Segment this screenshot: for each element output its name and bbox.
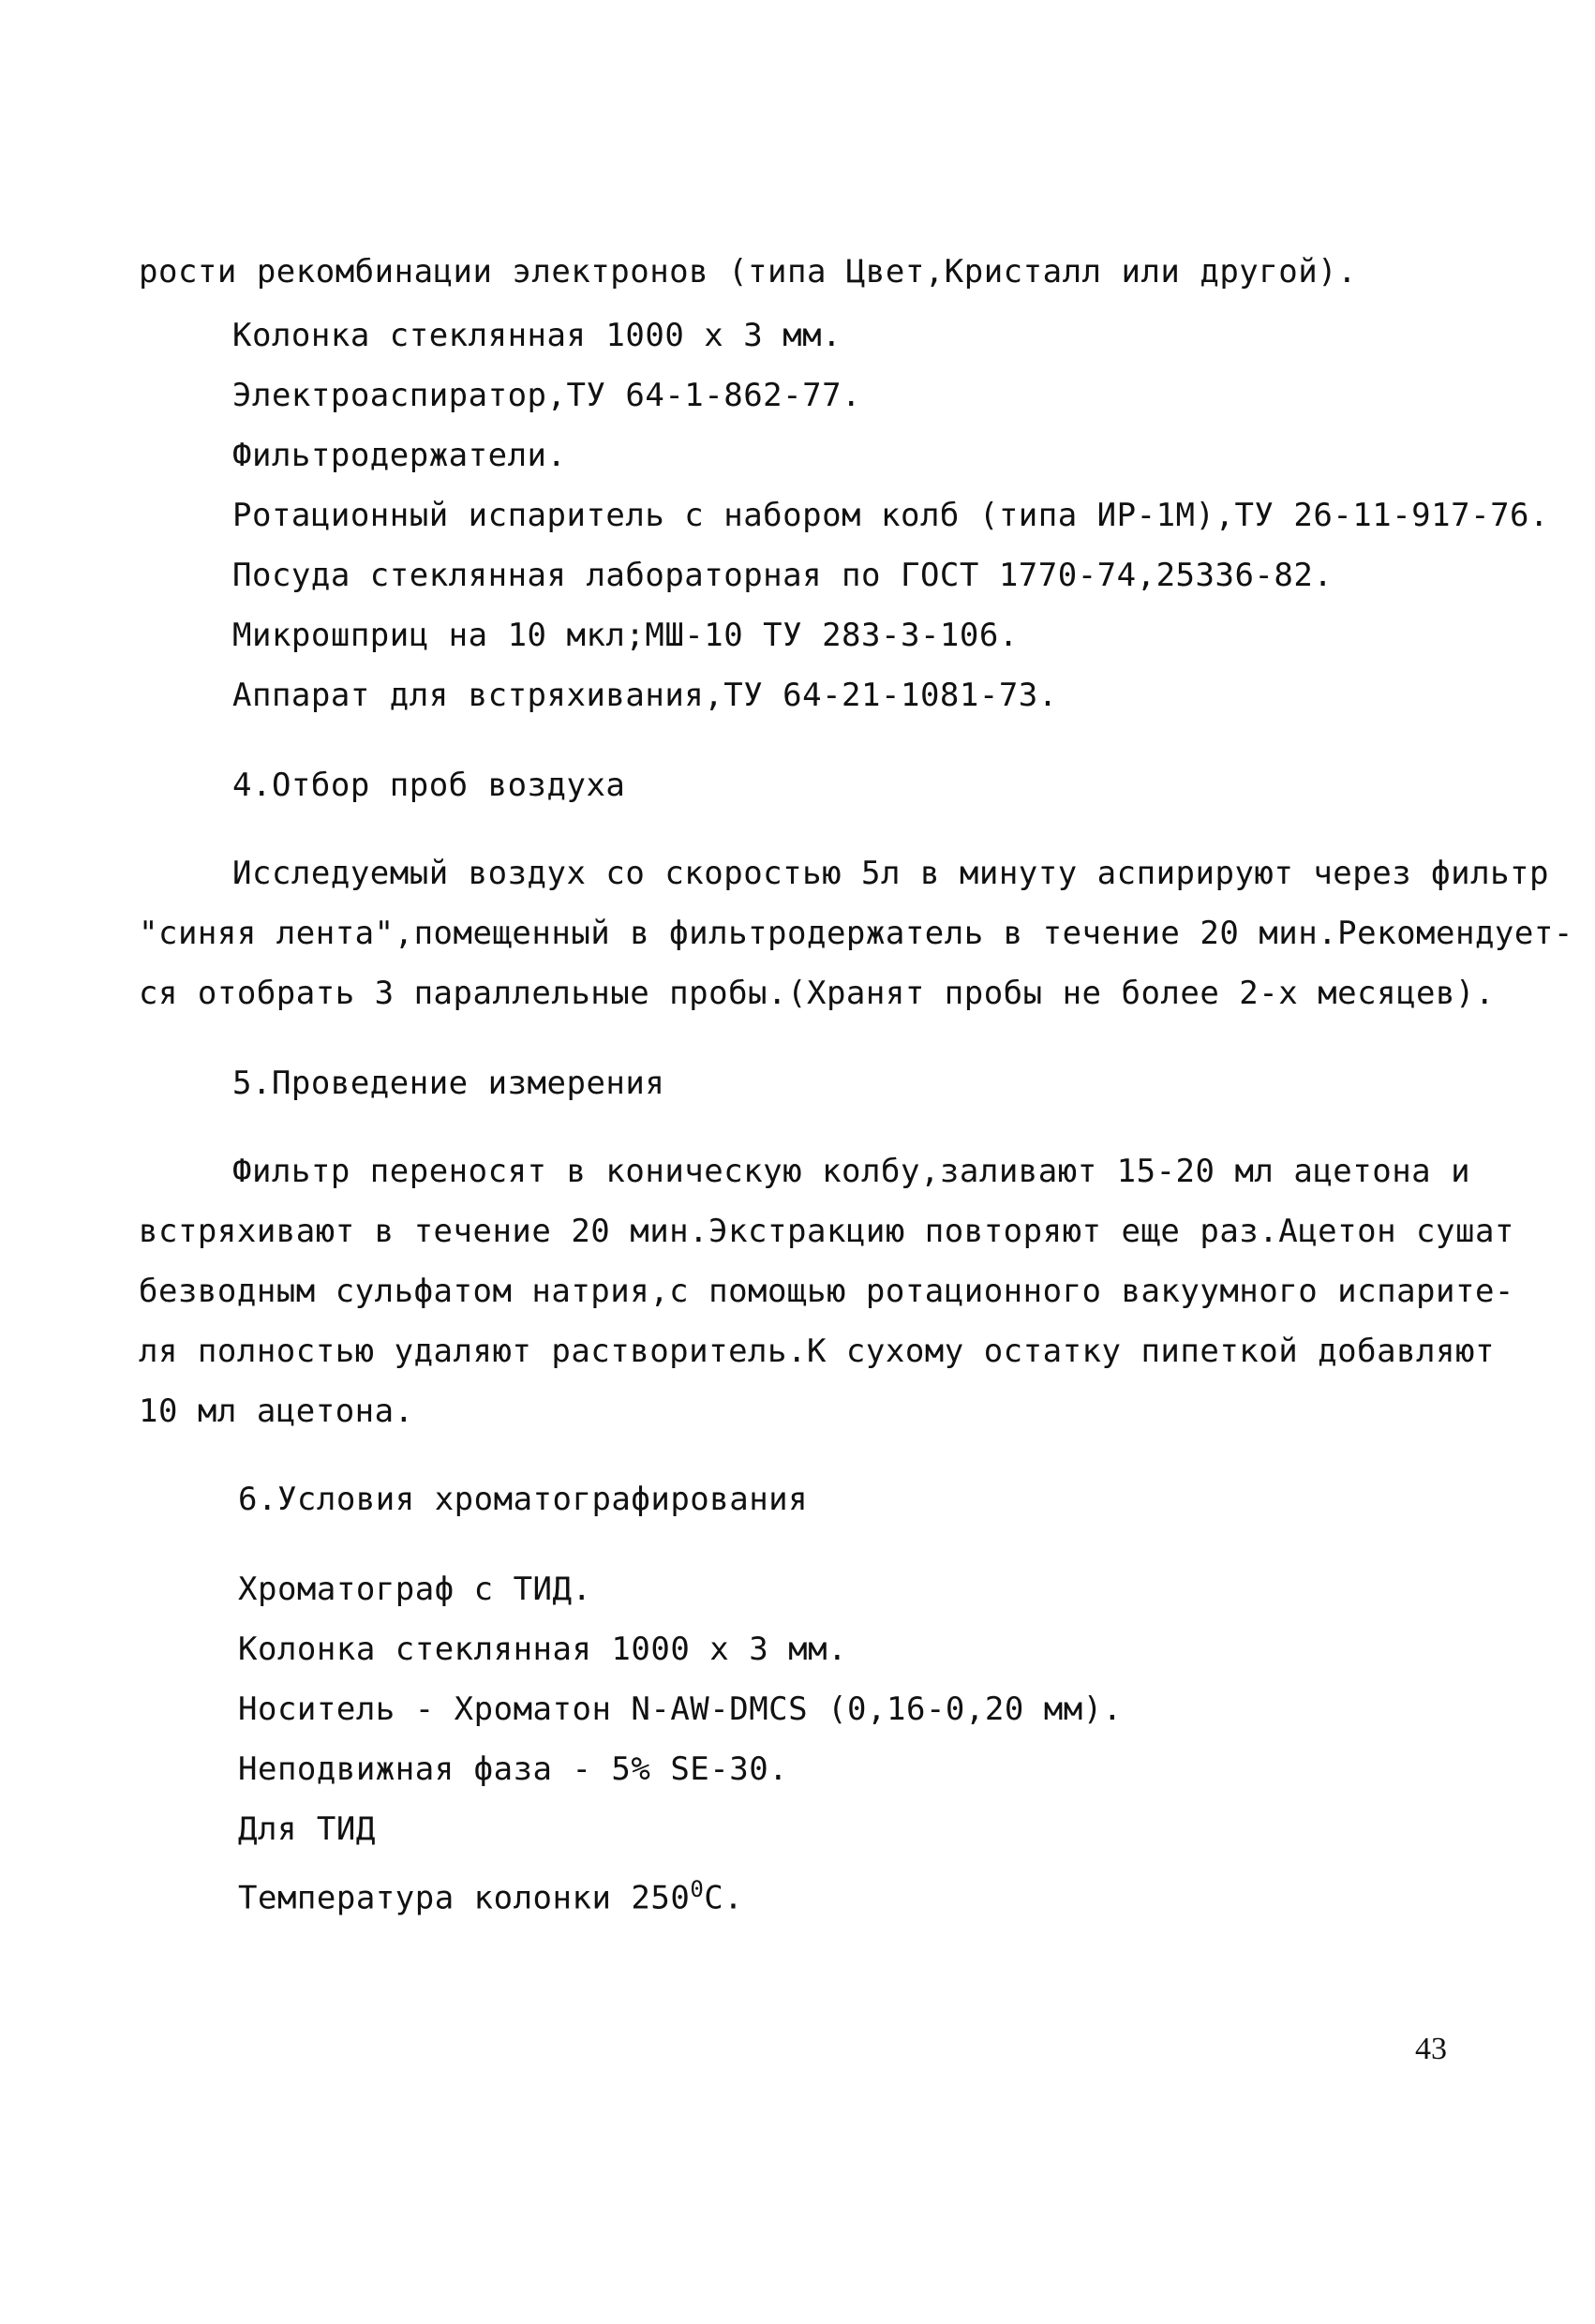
text-line: Хроматограф с ТИД. <box>238 1571 592 1608</box>
text-line: Фильтродержатели. <box>232 437 567 474</box>
temperature-line <box>238 1870 743 1916</box>
text-line: Исследуемый воздух со скоростью 5л в минуту аспирируют через фильтр <box>232 855 1549 892</box>
text-line: ся отобрать 3 параллельные пробы.(Хранят пробы не более 2-х месяцев). <box>139 975 1495 1012</box>
degree-superscript: 0 <box>690 1876 705 1902</box>
section-heading: 5.Проведение измерения <box>232 1065 665 1102</box>
text-line: Микрошприц на 10 мкл;МШ-10 ТУ 283-3-106. <box>232 617 1019 654</box>
section-heading: 4.Отбор проб воздуха <box>232 767 626 804</box>
text-line: Ротационный испаритель с набором колб (типа ИР-1М),ТУ 26-11-917-76. <box>232 497 1549 534</box>
text-line: Колонка стеклянная 1000 х 3 мм. <box>232 317 842 354</box>
text-line: Неподвижная фаза - 5% SE-30. <box>238 1750 789 1788</box>
text-line: безводным сульфатом натрия,с помощью ротационного вакуумного испарите- <box>139 1273 1514 1310</box>
text-line: рости рекомбинации электронов (типа Цвет,Кристалл или другой). <box>139 253 1358 290</box>
text-line: Колонка стеклянная 1000 х 3 мм. <box>238 1631 848 1668</box>
temperature-unit: C. <box>704 1879 744 1917</box>
section-heading: 6.Условия хроматографирования <box>238 1481 809 1518</box>
text-line: "синяя лента",помещенный в фильтродержатель в течение 20 мин.Рекомендует- <box>139 915 1573 952</box>
text-line: Носитель - Хроматон N-AW-DMCS (0,16-0,20 мм). <box>238 1691 1123 1728</box>
text-line: Аппарат для встряхивания,ТУ 64-21-1081-73. <box>232 677 1058 714</box>
text-line: Для ТИД <box>238 1810 376 1848</box>
text-line: встряхивают в течение 20 мин.Экстракцию повторяют еще раз.Ацетон сушат <box>139 1213 1514 1250</box>
text-line: Электроаспиратор,ТУ 64-1-862-77. <box>232 377 862 414</box>
text-line: 10 мл ацетона. <box>139 1393 414 1430</box>
text-line: Фильтр переносят в коническую колбу,заливают 15-20 мл ацетона и <box>232 1153 1471 1190</box>
text-line: Посуда стеклянная лабораторная по ГОСТ 1770-74,25336-82. <box>232 557 1334 594</box>
text-line: ля полностью удаляют растворитель.К сухому остатку пипеткой добавляют <box>139 1333 1495 1370</box>
temperature-text: Температура колонки 250 <box>238 1879 691 1917</box>
page-number: 43 <box>1415 2032 1447 2066</box>
